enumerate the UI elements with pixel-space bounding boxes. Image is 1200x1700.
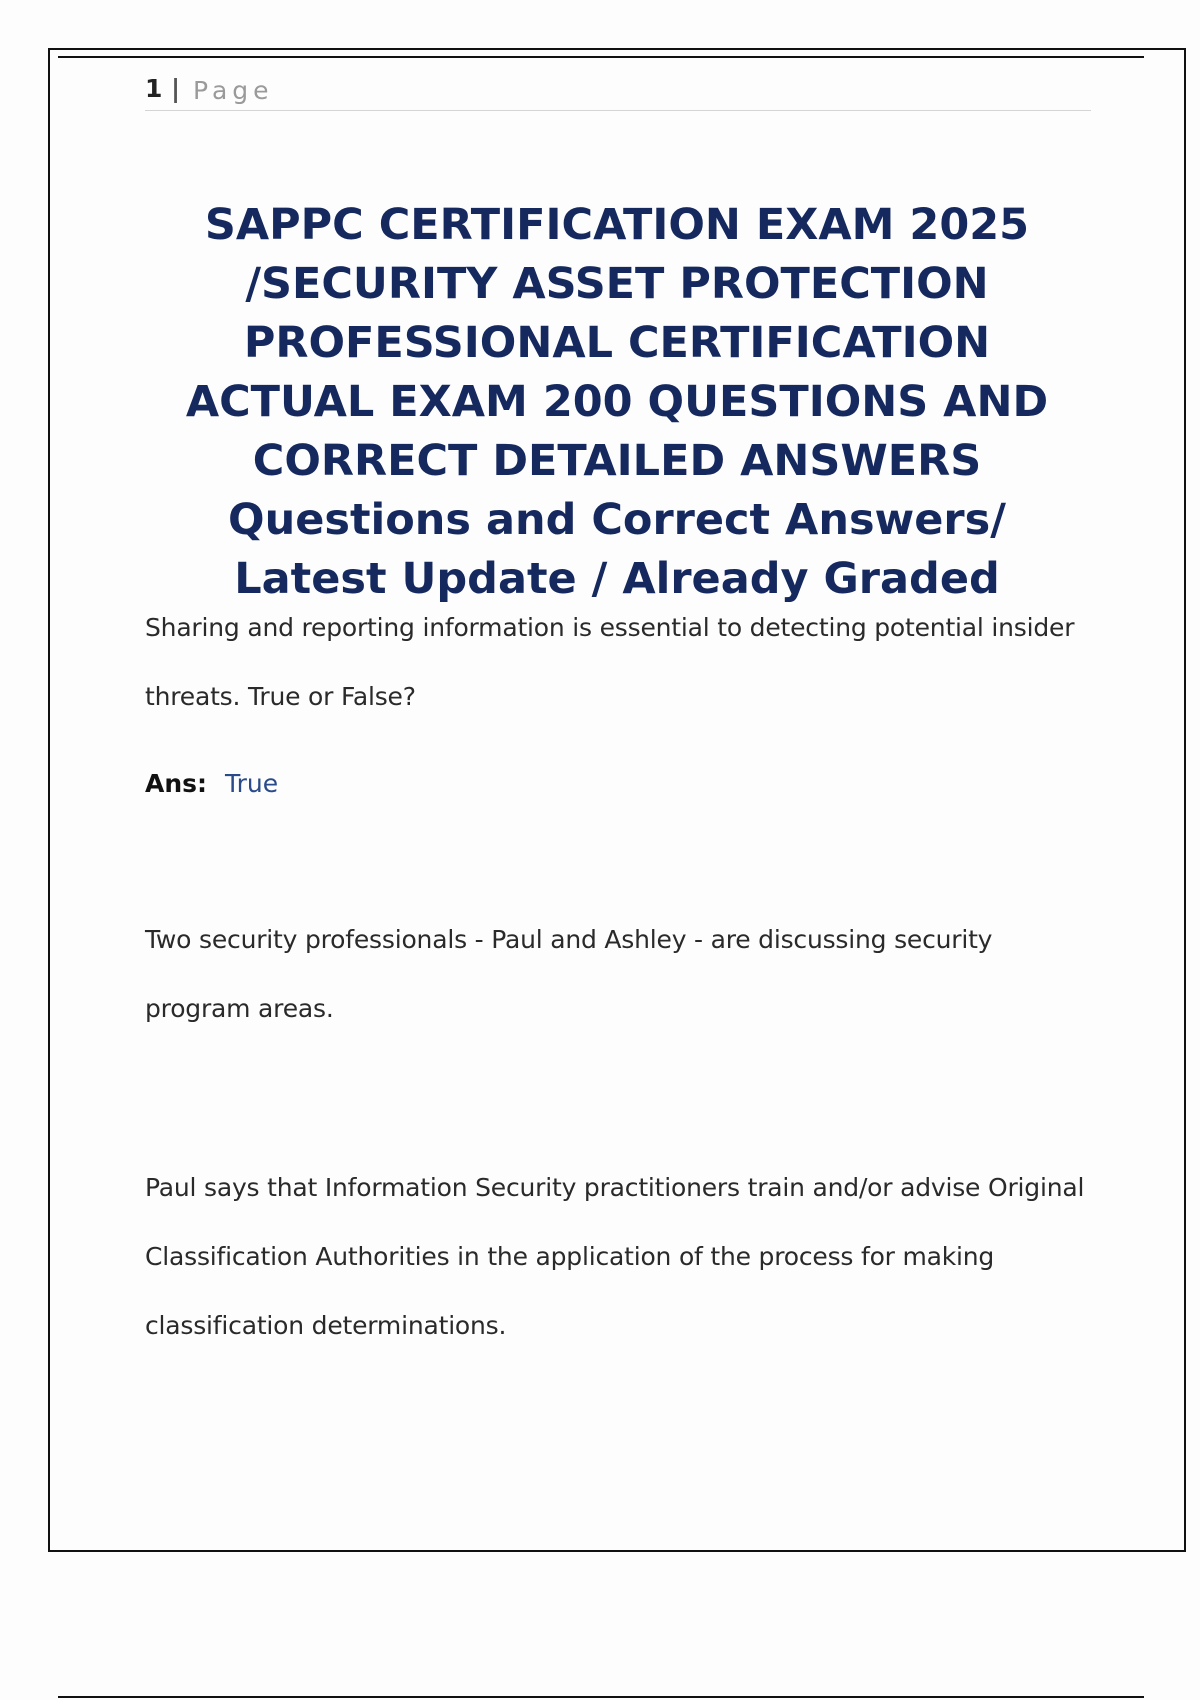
page-separator: | [171, 74, 181, 103]
question-2-text: Two security professionals - Paul and Ashley - are discussing security program areas. [145, 925, 993, 1023]
question-2-continuation: Paul says that Information Security practitioners train and/or advise Original Classification Authorities in the application of the process for making classification determinations. [145, 1173, 1085, 1340]
question-1-text: Sharing and reporting information is essential to detecting potential insider threats. True or False? [145, 613, 1075, 711]
answer-label: Ans: [145, 769, 208, 798]
question-1-answer [145, 764, 278, 804]
document-title: SAPPC CERTIFICATION EXAM 2025 /SECURITY ASSET PROTECTION PROFESSIONAL CERTIFICATION ACTUAL EXAM 200 QUESTIONS AND CORRECT DETAILED ANSWERS Questions and Correct Answers/ Latest Update / Already Graded [185, 200, 1049, 604]
page-number: 1 [145, 74, 163, 103]
top-rule [58, 56, 1144, 58]
answer-value: True [224, 769, 279, 798]
bottom-rule [58, 1696, 1144, 1698]
page-label: Page [193, 76, 274, 105]
page-header [145, 72, 1091, 111]
